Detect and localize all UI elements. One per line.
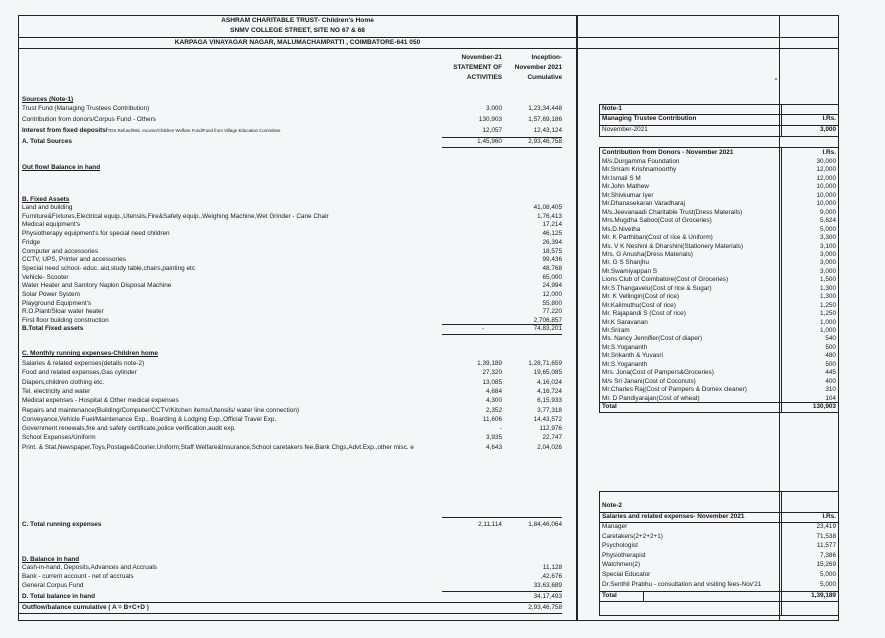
grand-total-rule-bottom [18, 613, 562, 614]
total-fixed-assets-cumulative: 74,83,201 [533, 325, 562, 332]
line-item-text: Furniture&Fixtures,Electrical equip.,Utensils,Fire&Safety equip.,Weighing Machine,Wet Grinder - Cane Chair [22, 212, 329, 220]
line-item-text: Water Heater and Sanitory Napkin Disposal Machine [22, 282, 172, 290]
donors-heading-row [600, 149, 838, 157]
line-item-cumulative: 22,747 [542, 434, 562, 442]
total-fixed-assets-label: B.Total Fixed assets [22, 325, 84, 332]
donors-total-value: 130,903 [812, 403, 836, 410]
line-item-text: Physiotherapy equipment's for special need children [22, 230, 170, 238]
line-item-month: 4,643 [486, 443, 502, 451]
note-row-name: Ms. Nancy Jennifier(Cost of diaper) [602, 335, 703, 343]
line-item-month: 13,085 [482, 378, 502, 386]
note-row-value: 310 [825, 386, 836, 394]
note-row [600, 302, 838, 310]
line-item-label [22, 239, 40, 246]
total-sources-label: A. Total Sources [22, 138, 72, 145]
note-row-value: 10,000 [816, 200, 836, 208]
note-row-name: Mr.John Mathew [602, 183, 649, 191]
note-row-name: Mr.S Thangavelu(Cost of rice & Sugar) [602, 284, 712, 292]
note-row-name: Mr.Ismail S M [602, 174, 641, 182]
note-row-name: Ms. V K Neshini & Dharshini(Stationery Materials) [602, 242, 743, 250]
note-row [600, 552, 838, 560]
note-row-value: 9,000 [820, 208, 836, 216]
note-row-name: Mr.Sriram Krishnamoorthy [602, 166, 677, 174]
line-item-text: R.O.Plant/Sloar water heater [22, 308, 104, 316]
note-row-name: Special Educator [602, 571, 651, 578]
note-2-title-row [600, 502, 838, 510]
line-item-text: Cash-in-hand, Deposits,Advances and Accruals [22, 564, 157, 571]
note-row [600, 226, 838, 234]
note-row-value: 3,000 [820, 259, 836, 267]
note-row [600, 581, 838, 589]
note-1-title: Note-1 [602, 105, 622, 112]
note-row-value: 3,000 [820, 250, 836, 258]
note-2-heading: Salaries and related expenses- November 2021 [602, 513, 745, 520]
note-row-name: Mr. D Pandiyarajan(Cost of wheat) [602, 394, 700, 402]
line-item-label [22, 369, 137, 376]
note-row-value: 10,000 [816, 183, 836, 191]
note-row-name: Mr.S.Yogananth [602, 360, 648, 368]
note-row [600, 285, 838, 293]
line-item-month: - [499, 425, 502, 433]
donors-heading: Contribution from Donors - November 2021 [602, 149, 734, 156]
line-item-label [22, 248, 98, 255]
note-1-unit: I.Rs. [822, 115, 836, 122]
note-2-total-row [600, 592, 838, 600]
line-item-cumulative: 41,08,405 [533, 204, 562, 211]
total-running-expenses-label: C. Total running expenses [22, 521, 102, 528]
line-item-label [22, 444, 414, 451]
line-item-cumulative: 19,65,085 [533, 369, 562, 377]
note-row-name: Watchmen(2) [602, 561, 641, 569]
note-row [600, 369, 838, 377]
note-row-value: 12,000 [816, 166, 836, 174]
column-header-cumulative [480, 53, 562, 83]
note-row-value: 1,000 [820, 318, 836, 326]
line-item-text: Computer and accessories [22, 247, 99, 255]
line-item-text: General Corpus Fund [22, 582, 84, 590]
note-row [600, 293, 838, 301]
org-address-1: SNMV COLLEGE STREET, SITE NO 67 & 68 [230, 27, 365, 34]
line-item-label [22, 317, 109, 324]
note-row [600, 310, 838, 318]
note-1-row-label: November-2021 [602, 126, 648, 133]
note-row-name: M/s.Durgamma Foundation [602, 158, 680, 165]
line-item-text: Contribution from donors/Corpus Fund - Others [22, 116, 156, 123]
note-row [600, 386, 838, 394]
line-item-month: 4,300 [486, 397, 502, 405]
total-balance-cumulative: 34,17,493 [533, 593, 562, 600]
line-item-text: Medical expenses - Hospital & Other medical expenses [22, 397, 179, 405]
line-item-text: Medical equipment's [22, 221, 81, 229]
line-item-label [22, 230, 170, 237]
column-header-cumulative-line: November 2021 [514, 64, 562, 71]
line-item-label [22, 291, 80, 298]
note-row-value: 5,000 [820, 571, 836, 578]
line-item-month: 11,606 [482, 415, 502, 423]
note-row-name: Mr.Kalimuthu(Cost of rice) [602, 301, 676, 309]
line-item-text: Tel. electricity and water [22, 387, 91, 395]
line-item-cumulative: 33,63,689 [533, 582, 562, 590]
note-2-unit: I.Rs. [822, 513, 836, 520]
note-row-name: Mr. G S Shanjhu [602, 259, 649, 267]
note-row-value: 1,300 [820, 293, 836, 301]
line-item-text: Food and related expenses,Gas cylinder [22, 369, 137, 377]
note-row-name: Dr.Senthil Prabhu - consultation and visiting fees-Nov'21 [602, 580, 762, 588]
column-header-cumulative-line: Inception- [531, 54, 562, 61]
line-item-cumulative: 3,77,318 [537, 406, 562, 414]
divider [577, 48, 839, 49]
line-item-text: Trust Fund (Managing Trustees Contribution) [22, 105, 150, 112]
line-item-label [22, 127, 280, 134]
divider [600, 601, 838, 602]
line-item-cumulative: 14,43,572 [533, 415, 562, 423]
note-row-value: 7,386 [820, 551, 836, 559]
line-item-text: Conveyance,Vehicle Fuel/Maintenance Exp., Boarding & Lodging Exp.,Official Travel Exp. [22, 415, 277, 423]
total-rule [442, 147, 562, 148]
line-item-note: TDS Refund/Mis. Income/Children Welfare Fund/Fund from Village Education Committee [107, 128, 281, 133]
total-running-expenses-cumulative: 1,84,46,064 [528, 521, 562, 528]
note-row [600, 571, 838, 579]
note-row [600, 268, 838, 276]
note-row [600, 158, 838, 166]
note-row-name: Psychologist [602, 542, 638, 550]
line-item-text: Fridge [22, 238, 41, 246]
donors-unit: I.Rs. [822, 149, 836, 156]
note-row-value: 5,624 [820, 217, 836, 225]
line-item-label [22, 308, 104, 315]
org-name: ASHRAM CHARITABLE TRUST- Children's Home [221, 17, 374, 24]
note-row-value: 11,577 [816, 542, 836, 550]
line-item-cumulative: 26,394 [542, 238, 562, 246]
note-row [600, 542, 838, 550]
note-row-value: 445 [825, 369, 836, 377]
line-item-text: Diapers,children clothing etc. [22, 378, 105, 386]
note-row-name: Mr.S.Yogananth [602, 343, 648, 351]
note-row-value: 540 [825, 335, 836, 343]
line-item-label [22, 434, 96, 441]
donors-total-label: Total [602, 403, 617, 410]
line-item-cumulative: 11,128 [542, 564, 562, 571]
line-item-label [22, 425, 236, 432]
note-row-name: Mr.Shivkumar Iyer [602, 191, 654, 199]
note-row-name: Mr.Swamiyappan S [602, 267, 658, 275]
note-row-value: 5,000 [820, 580, 836, 588]
line-item-cumulative: 2,04,026 [537, 443, 562, 451]
line-item-label [22, 416, 276, 423]
note-row-value: 12,000 [816, 174, 836, 182]
note-row [600, 327, 838, 335]
total-rule [442, 334, 562, 335]
line-item-label [22, 105, 149, 112]
note-row [600, 352, 838, 360]
line-item-label [22, 274, 69, 281]
line-item-month: 4,684 [486, 387, 502, 395]
note-row-name: Mr. Rajapandi S (Cost of rice) [602, 310, 686, 318]
line-item-cumulative: 1,28,71,659 [528, 360, 562, 367]
line-item-label [22, 582, 83, 589]
line-item-cumulative: 1,23,34,448 [528, 105, 562, 112]
line-item-cumulative: 4,16,024 [537, 378, 562, 386]
scan-speck [775, 78, 777, 80]
line-item-label [22, 300, 91, 307]
note-row [600, 175, 838, 183]
outflow-heading: Out flow/ Balance in hand [22, 164, 101, 171]
note-row-name: Mrs. Jona(Cost of Pampers&Groceries) [602, 369, 714, 377]
note-row [600, 200, 838, 208]
note-row-value: 3,300 [820, 234, 836, 242]
note-1-heading-row [600, 115, 838, 123]
line-item-cumulative: 12,43,124 [533, 127, 562, 134]
donors-total-row [600, 403, 838, 411]
line-item-cumulative: 112,976 [539, 425, 562, 433]
note-row-name: Mr.Charles Raj(Cost of Pampers & Domex cleaner) [602, 386, 747, 394]
note-row-name: Lions Club of Coimbatore(Cost of Groceries) [602, 276, 729, 284]
line-item-cumulative: 46,125 [542, 230, 562, 238]
note-row [600, 378, 838, 386]
note-row [600, 243, 838, 251]
org-address-2: KARPAGA VINAYAGAR NAGAR, MALUMACHAMPATTI , COIMBATORE-641 050 [174, 39, 421, 46]
line-item-label [22, 360, 144, 367]
line-item-month: 3,935 [486, 434, 502, 442]
line-item-label [22, 407, 299, 414]
line-item-text: Repairs and maintenance(Building/Computer/CCTV/Kitchen items/Utensils/ water line connection) [22, 406, 300, 414]
note-row [600, 361, 838, 369]
line-item-text: Special need school- educ. aid,study table,chairs,painting etc [22, 264, 196, 272]
line-item-cumulative: 2,706,857 [533, 317, 562, 325]
note-row-name: Mrs. G Anusha(Dress Materials) [602, 250, 693, 258]
line-item-text: Playground Equipment's [22, 299, 92, 307]
line-item-cumulative: 24,994 [542, 282, 562, 290]
divider [18, 37, 577, 38]
note-row-value: 30,000 [816, 158, 836, 165]
grand-total-cumulative: 2,93,46,758 [528, 604, 562, 611]
note-row-value: 500 [825, 360, 836, 368]
note-row-value: 10,000 [816, 191, 836, 199]
grand-total-label: Outflow/balance cumulative ( A = B+C+D ) [22, 604, 149, 611]
note-row-value: 500 [825, 343, 836, 351]
line-item-cumulative: 65,000 [542, 273, 562, 281]
note-row [600, 319, 838, 327]
note-row [600, 192, 838, 200]
line-item-cumulative: 99,436 [542, 256, 562, 264]
line-item-label [22, 573, 134, 580]
line-item-label [22, 265, 195, 272]
total-sources-cumulative: 2,93,46,758 [528, 138, 562, 145]
line-item-text: Print. & Stat,Newspaper,Toys,Postage&Courier,Uniform,Staff Welfare&Insurance,School caretakers fee,Bank Chgs,Advt.Exp.,other misc. e [22, 443, 414, 451]
line-item-label [22, 282, 171, 289]
note-row-name: Mr.Sriram [602, 327, 630, 334]
subtotal-rule [442, 591, 562, 592]
note-row-value: 1,250 [820, 310, 836, 318]
note-1-table [599, 104, 839, 137]
note-row-name: M/s.Jeevanaadi Charitable Trust(Dress Materails) [602, 208, 743, 216]
note-row [600, 523, 838, 531]
note-row-name: Ms.D.Nivetha [602, 225, 641, 233]
note-row [600, 335, 838, 343]
donors-table [599, 147, 839, 413]
note-row [600, 217, 838, 225]
note-row-name: Mr.K Saravanan [602, 318, 648, 326]
total-fixed-assets-month: - [481, 325, 484, 332]
column-header-month-line: STATEMENT OF [453, 64, 502, 71]
note-row-value: 1,500 [820, 276, 836, 284]
note-row [600, 344, 838, 352]
note-row-name: Mr.Dhanasekaran Varadharaj [602, 200, 686, 208]
line-item-cumulative: 55,800 [542, 299, 562, 307]
note-row-name: Physiotherapist [602, 551, 646, 559]
note-row [600, 259, 838, 267]
note-row [600, 561, 838, 569]
note-row [600, 209, 838, 217]
note-1-row [600, 126, 838, 134]
line-item-label [22, 204, 72, 211]
column-header-cumulative-line: Cumulative [527, 74, 562, 81]
note-2-table [599, 491, 839, 616]
line-item-cumulative: 77,220 [542, 308, 562, 316]
note-row-value: 104 [825, 394, 836, 402]
note-row-value: 3,100 [820, 242, 836, 250]
line-item-text: Solar Power System [22, 291, 80, 298]
line-item-month: 12,057 [482, 127, 502, 134]
line-item-month: 130,903 [478, 116, 502, 123]
note-row-value: 23,419 [816, 523, 836, 530]
note-row-value: 15,269 [816, 561, 836, 569]
line-item-cumulative: 18,575 [542, 247, 562, 255]
note-row [600, 251, 838, 259]
note-2-total-label: Total [602, 592, 617, 599]
line-item-text: First floor building construction [22, 317, 109, 325]
note-row-value: 1,250 [820, 301, 836, 309]
line-item-text: CCTV, UPS, Printer and accessories [22, 256, 126, 264]
column-header-month-line: ACTIVITIES [466, 74, 502, 81]
section-heading-balance: D. Balance in hand [22, 556, 80, 563]
line-item-label [22, 116, 156, 123]
note-row-name: Mr. K Parthiban(Cost of rice & Uniform) [602, 234, 713, 242]
note-row-value: 1,000 [820, 327, 836, 334]
line-item-text: Salaries & related expenses(details note-2) [22, 360, 145, 367]
line-item-cumulative: 1,76,413 [537, 212, 562, 220]
line-item-text: Bank - current account - net of accruals [22, 573, 134, 581]
line-item-cumulative: 48,768 [542, 264, 562, 272]
note-row-name: Mr. K Vellingiri(Cost of rice) [602, 293, 680, 301]
note-row [600, 234, 838, 242]
total-balance-label: D. Total balance in hand [22, 593, 96, 600]
line-item-text: Vehicle- Scooter [22, 273, 69, 281]
line-item-label [22, 213, 329, 220]
line-item-cumulative: 4,16,724 [537, 387, 562, 395]
note-row-value: 400 [825, 377, 836, 385]
note-2-heading-row [600, 513, 838, 521]
note-1-row-value: 3,000 [820, 126, 836, 133]
note-row-value: 5,000 [820, 225, 836, 233]
note-2-total-value: 1,39,189 [811, 592, 836, 599]
line-item-text: School Expenses/Uniform [22, 434, 96, 442]
line-item-month: 27,320 [482, 369, 502, 377]
line-item-cumulative: 12,000 [542, 291, 562, 298]
note-row-value: 71,538 [816, 532, 836, 540]
note-row-value: 1,300 [820, 284, 836, 292]
divider [18, 48, 577, 49]
total-running-expenses-month: 2,11,114 [478, 521, 502, 528]
grand-total-rule [18, 602, 562, 603]
line-item-cumulative: 6,15,933 [537, 397, 562, 405]
note-row [600, 166, 838, 174]
note-row [600, 276, 838, 284]
line-item-label [22, 388, 90, 395]
note-row [600, 183, 838, 191]
note-row-name: Manager [602, 523, 628, 530]
note-1-title-row [600, 105, 838, 113]
note-2-title: Note-2 [602, 502, 622, 509]
note-row-name: Caretakers(2+2+2+1) [602, 532, 663, 540]
line-item-text: Government renewals,fire and safety certificate,police verification,audit exp. [22, 425, 236, 433]
line-item-cumulative: 1,57,69,186 [528, 116, 562, 123]
subtotal-rule [442, 517, 562, 518]
line-item-label [22, 256, 126, 263]
line-item-month: 2,352 [486, 406, 502, 414]
total-sources-month: 1,45,960 [477, 138, 502, 145]
line-item-cumulative: 17,214 [542, 221, 562, 229]
line-item-cumulative: ,42,676 [540, 573, 562, 581]
note-row-name: Mrs.Mugdha Saboo(Cost of Groceries) [602, 217, 712, 225]
line-item-label [22, 379, 104, 386]
divider [577, 37, 839, 38]
column-header-month-line: November-21 [461, 54, 502, 61]
line-item-month: 3,000 [486, 105, 502, 112]
line-item-text: Interest from fixed deposits/ [22, 127, 108, 134]
note-1-heading: Managing Trustee Contribution [602, 115, 697, 122]
section-heading-fixed-assets: B. Fixed Assets [22, 196, 70, 203]
note-row-name: Mr.Srikanth & Yuvasri [602, 352, 663, 360]
line-item-label [22, 221, 80, 228]
note-row-name: M/s Sri Janani(Cost of Coconuts) [602, 377, 696, 385]
note-row-value: 3,000 [820, 267, 836, 275]
line-item-text: Land and building [22, 204, 73, 211]
line-item-month: 1,39,189 [477, 360, 502, 367]
line-item-label [22, 564, 157, 571]
section-heading-sources: Sources (Note-1) [22, 96, 74, 103]
note-row-value: 480 [825, 352, 836, 360]
section-heading-running-expenses: C. Monthly running expenses-Children home [22, 350, 158, 357]
line-item-label [22, 397, 179, 404]
note-row [600, 533, 838, 541]
